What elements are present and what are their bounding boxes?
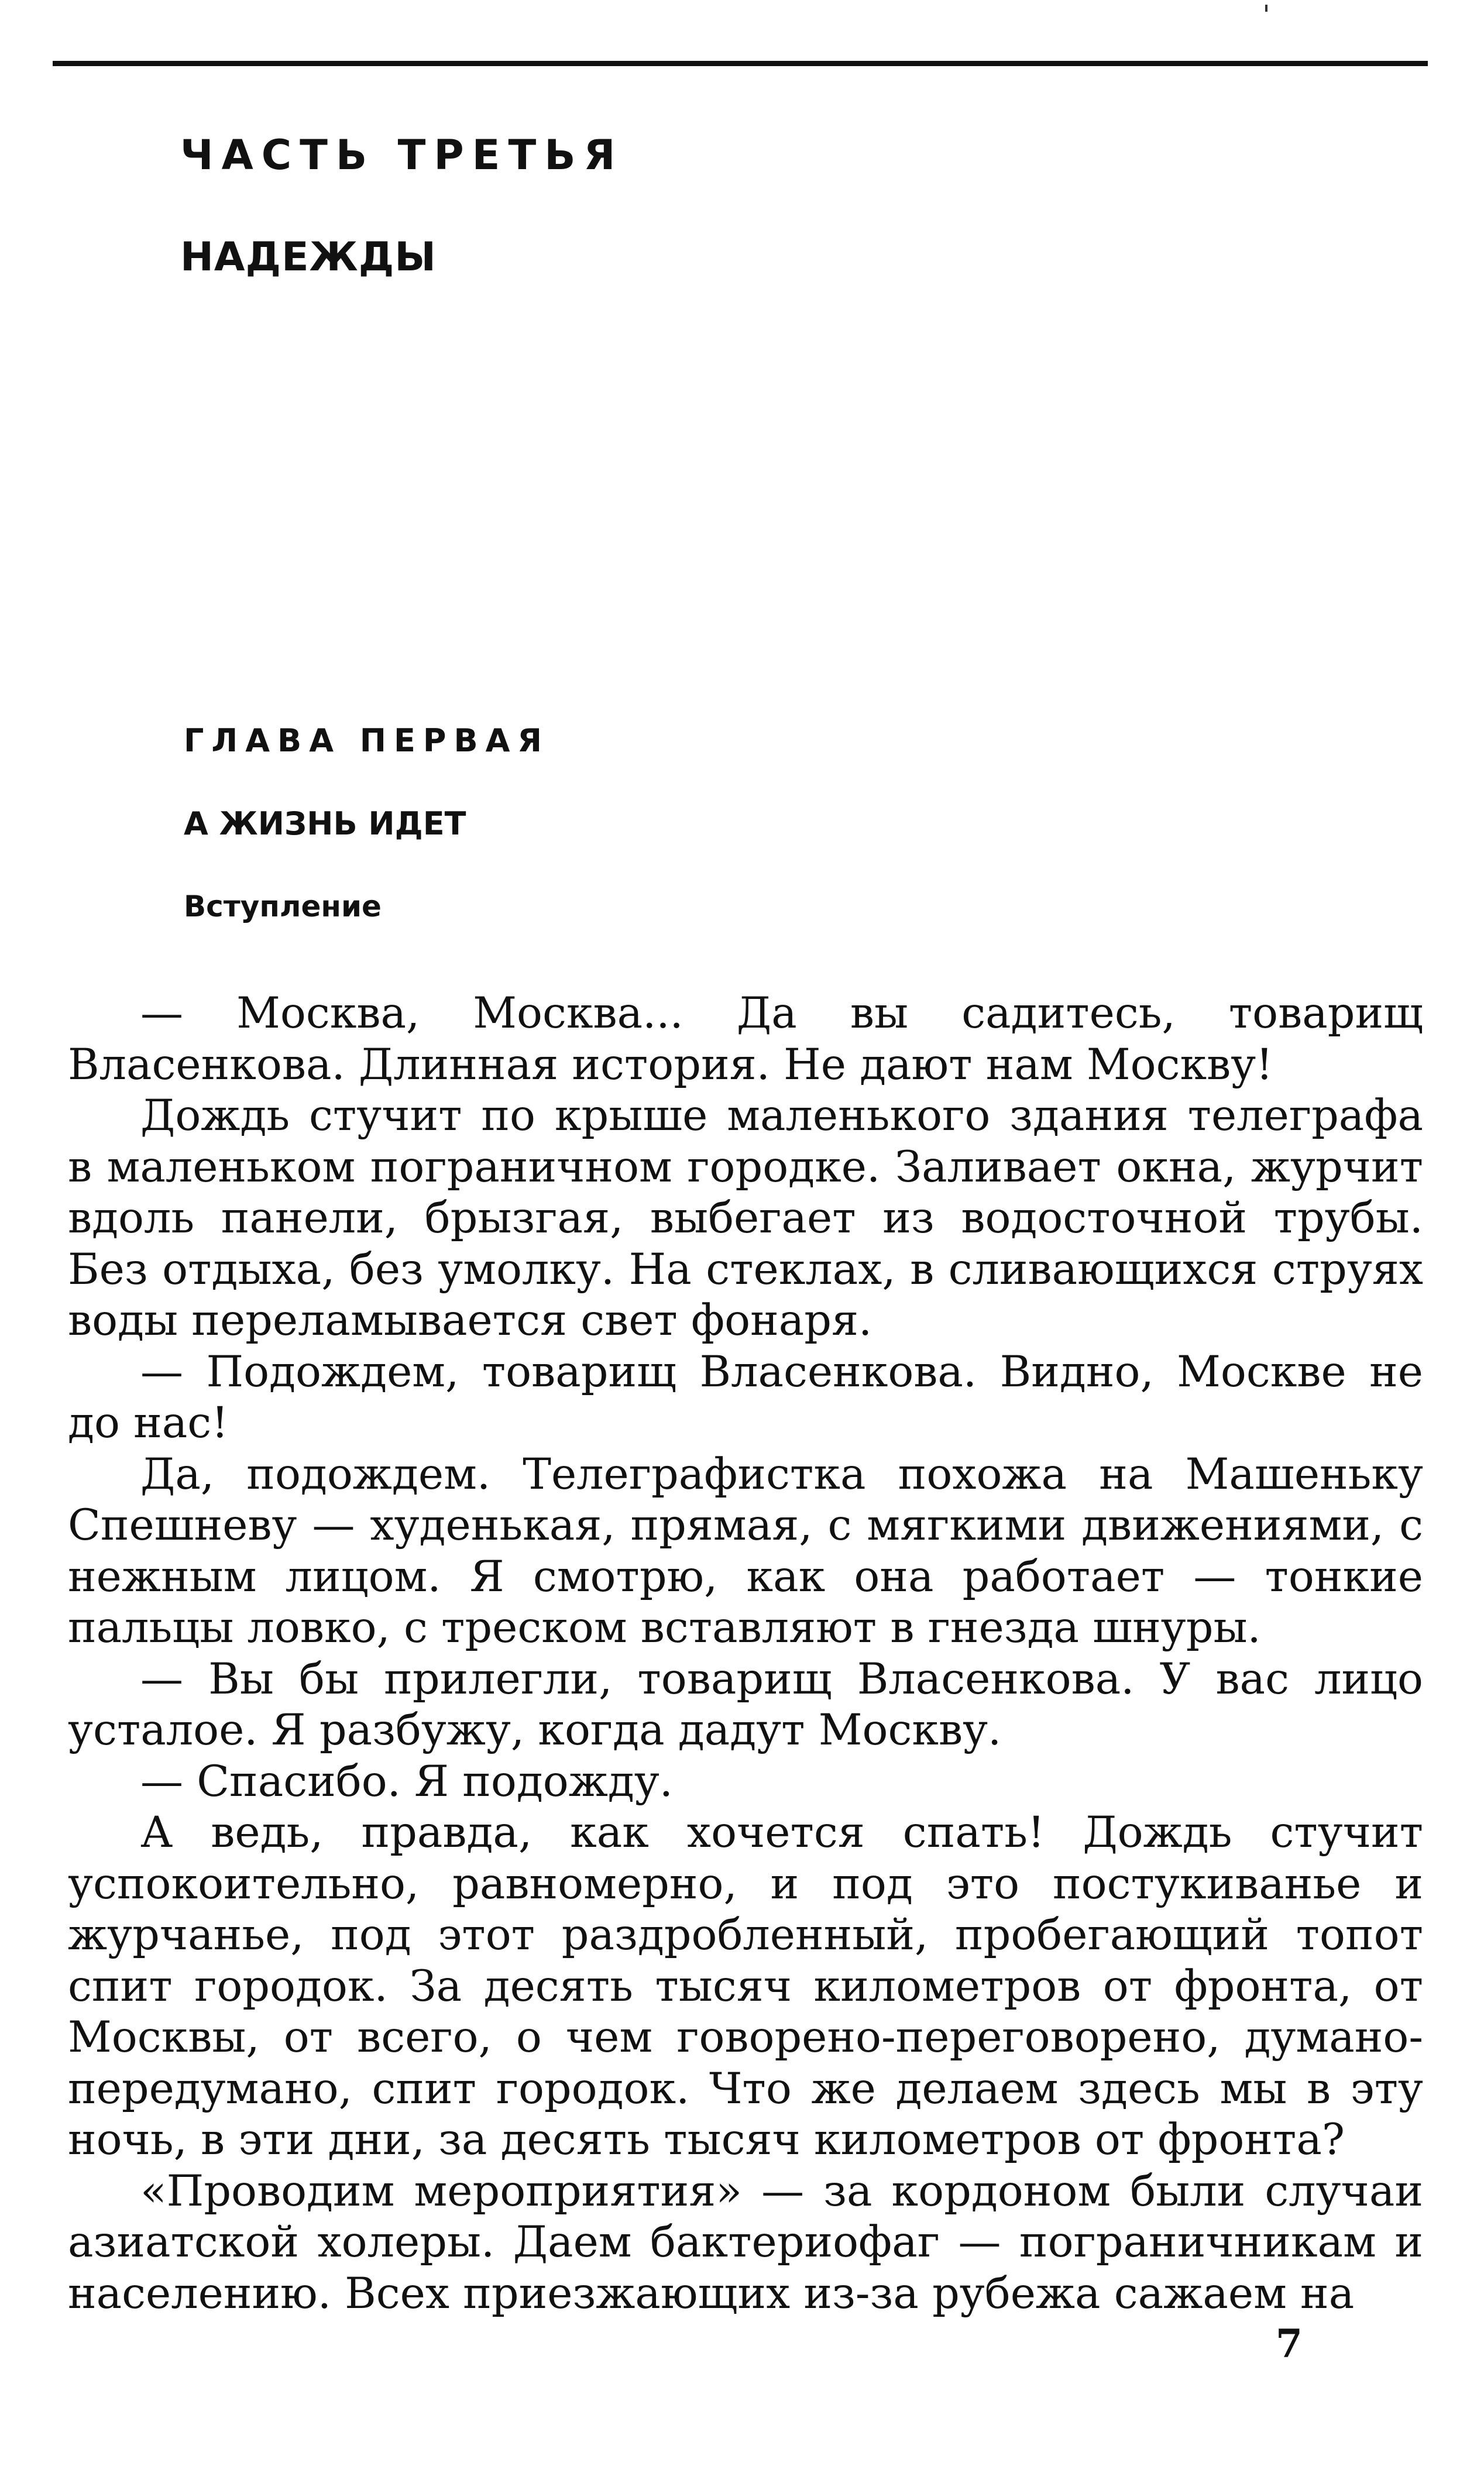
- paragraph: — Подождем, товарищ Власенкова. Видно, Москве не до нас!: [68, 1347, 1423, 1448]
- paragraph: — Вы бы прилегли, товарищ Власенкова. У вас лицо усталое. Я разбужу, когда дадут Москву.: [68, 1654, 1423, 1755]
- body-text: [68, 988, 1423, 2319]
- paragraph: — Спасибо. Я подожду.: [140, 1756, 674, 1806]
- page-number: 7: [1276, 2321, 1303, 2367]
- part-heading: ЧАСТЬ ТРЕТЬЯ: [180, 131, 624, 179]
- section-title: Вступление: [184, 889, 382, 923]
- chapter-title: А ЖИЗНЬ ИДЕТ: [184, 805, 466, 842]
- top-rule: [53, 61, 1428, 66]
- part-title: НАДЕЖДЫ: [180, 234, 437, 280]
- paragraph: А ведь, правда, как хочется спать! Дождь стучит успокоительно, равномерно, и под это постукиванье и журчанье, под этот раздробленный, пробегающий топот спит городок. За десять тысяч километров от фронта, от Москвы, от всего, о чем говорено-переговорено, думано-передумано, спит городок. Что же делаем здесь мы в эту ночь, в эти дни, за десять тысяч километров от фронта?: [68, 1808, 1423, 2165]
- paragraph: Да, подождем. Телеграфистка похожа на Машеньку Спешневу — худенькая, прямая, с мягкими движениями, с нежным лицом. Я смотрю, как она работает — тонкие пальцы ловко, с треском вставляют в гнезда шнуры.: [68, 1449, 1423, 1653]
- paragraph: «Проводим мероприятия» — за кордоном были случаи азиатской холеры. Даем бактериофаг — пограничникам и населению. Всех приезжающих из-за рубежа сажаем на: [68, 2166, 1423, 2319]
- paragraph: Дождь стучит по крыше маленького здания телеграфа в маленьком пограничном городке. Заливает окна, журчит вдоль панели, брызгая, выбегает из водосточной трубы. Без отдыха, без умолку. На стеклах, в сливающихся струях воды переламывается свет фонаря.: [68, 1091, 1423, 1345]
- corner-mark: [1265, 5, 1267, 12]
- chapter-heading: ГЛАВА ПЕРВАЯ: [184, 722, 549, 759]
- paragraph: — Москва, Москва... Да вы садитесь, товарищ Власенкова. Длинная история. Не дают нам Москву!: [68, 988, 1423, 1090]
